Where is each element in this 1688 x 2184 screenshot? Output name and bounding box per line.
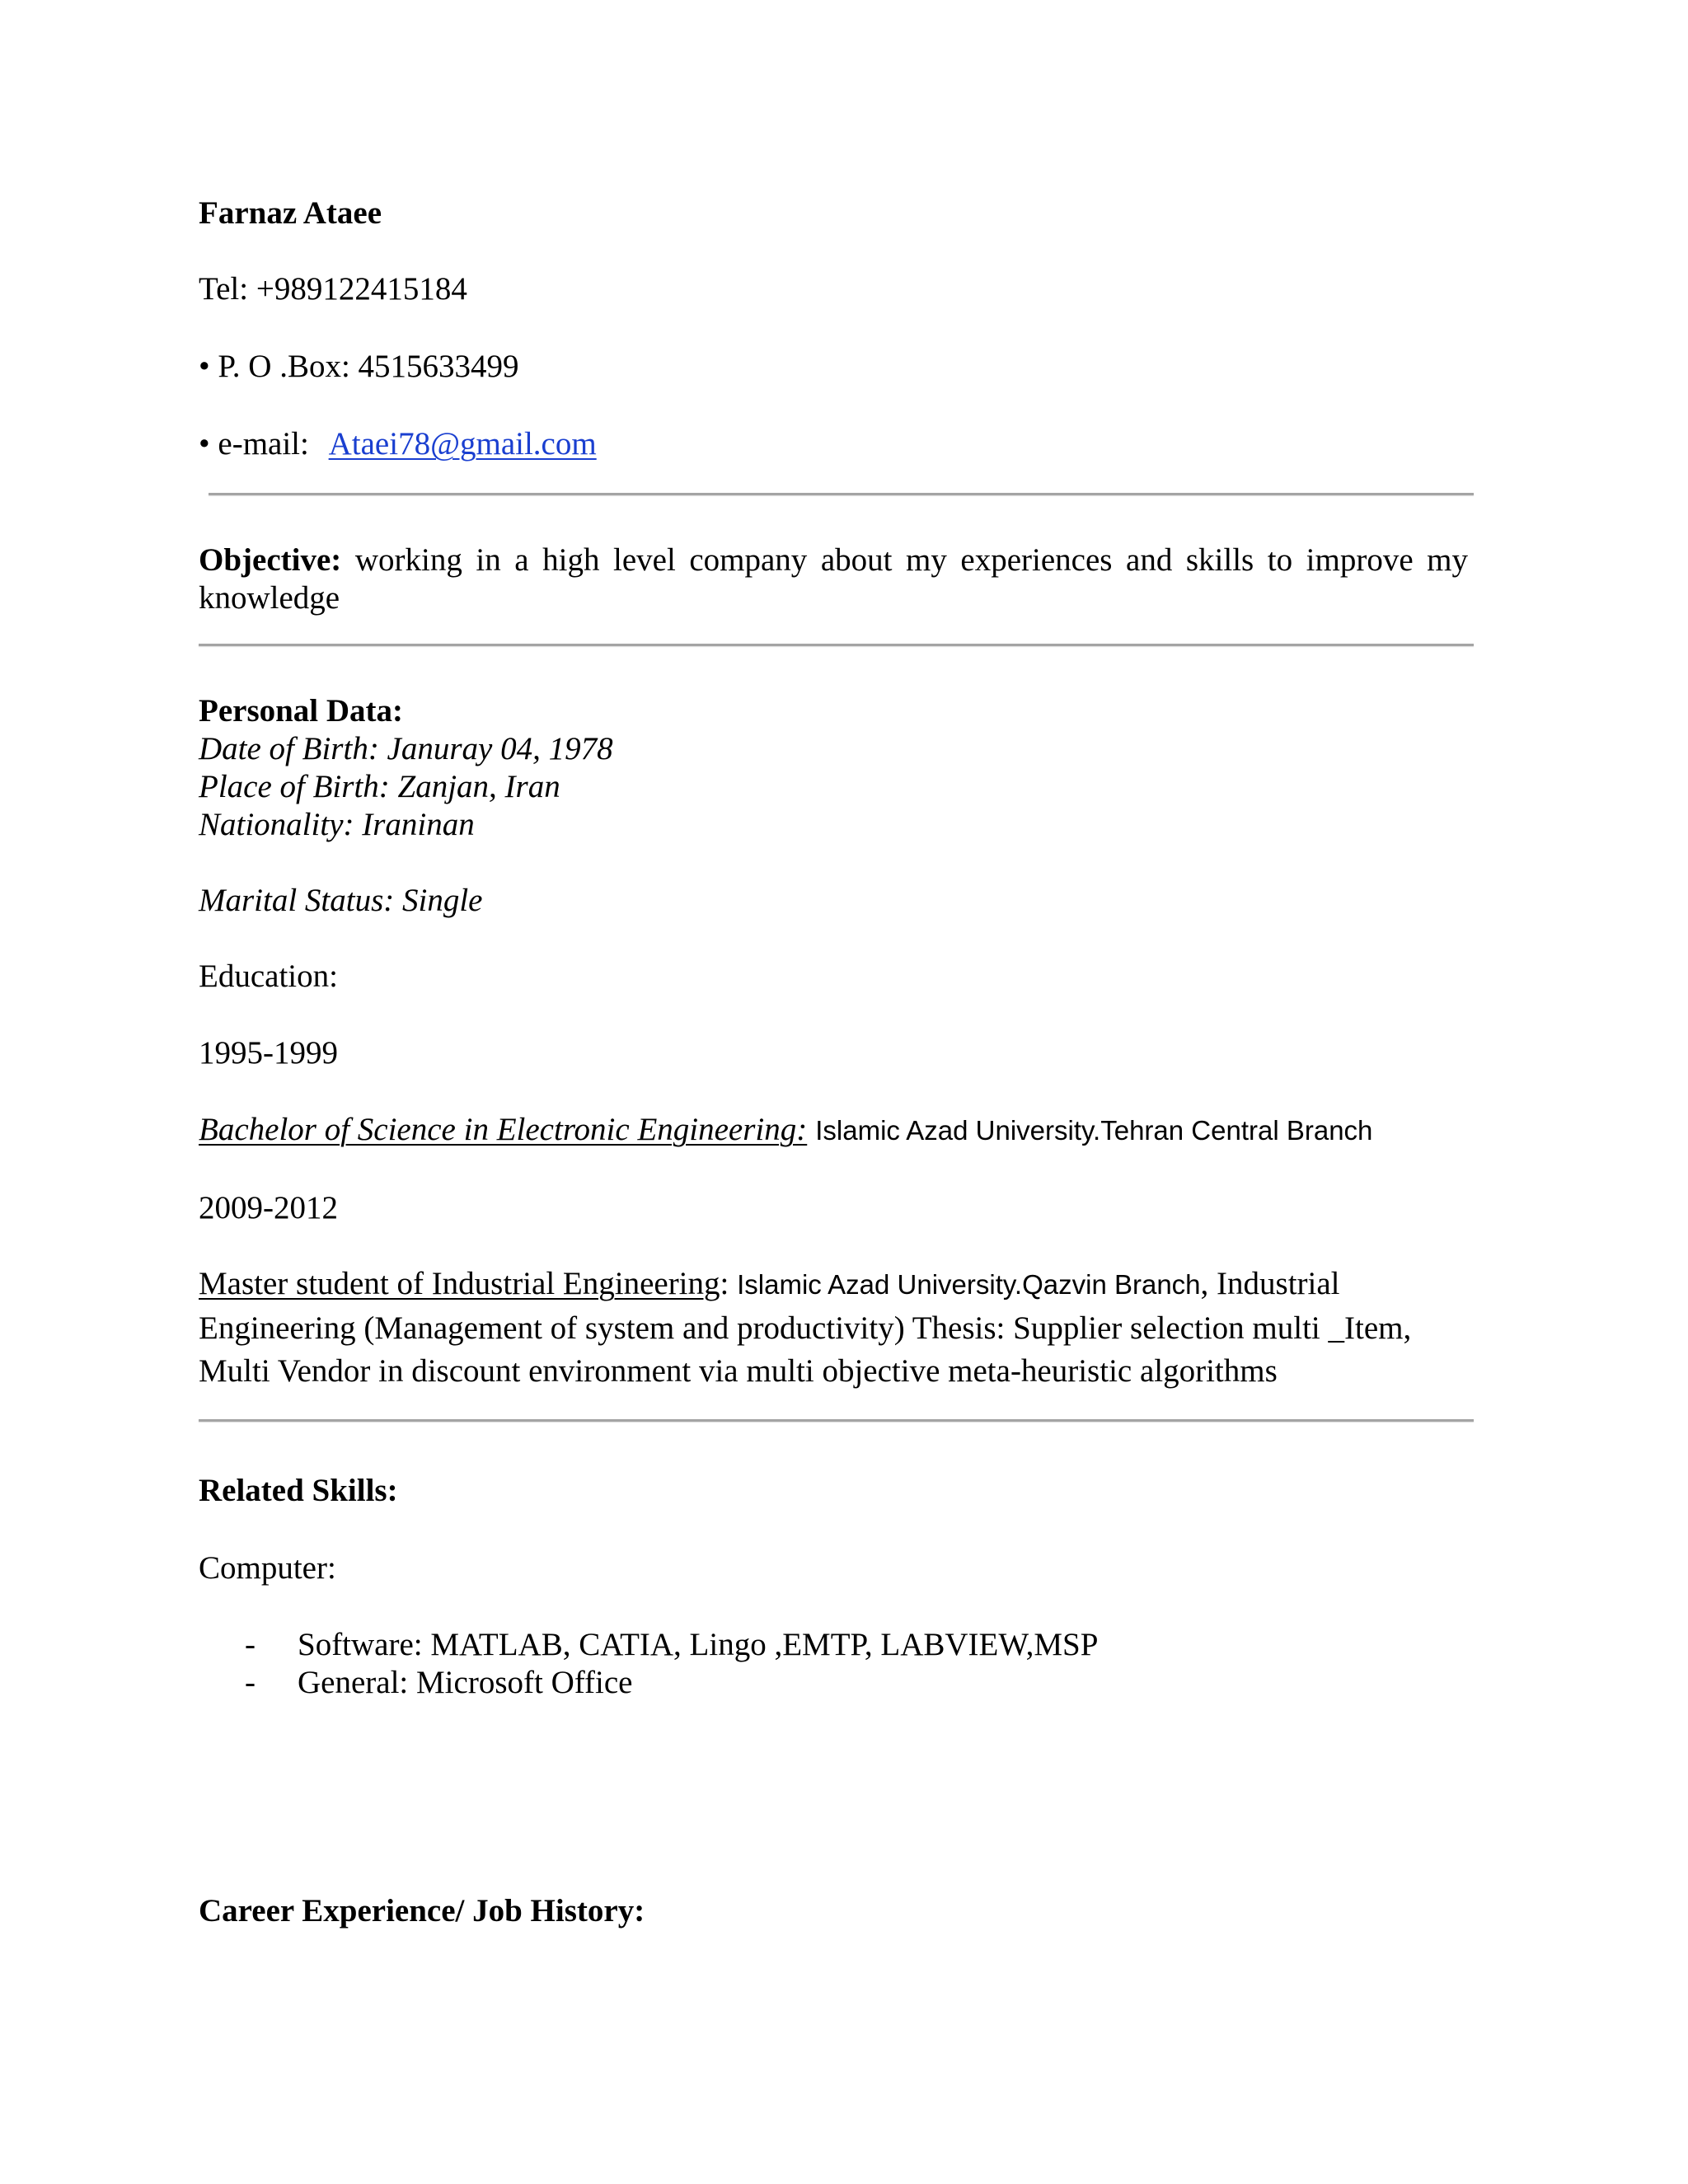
- date-of-birth: Date of Birth: Januray 04, 1978: [199, 731, 613, 766]
- pobox-value: 4515633499: [358, 349, 519, 384]
- degree-title: Master student of Industrial Engineering: [199, 1266, 720, 1301]
- pobox-line: [199, 348, 519, 386]
- objective-label: Objective:: [199, 542, 342, 578]
- related-skills-heading: Related Skills:: [199, 1473, 398, 1508]
- degree-details: Multi Vendor in discount environment via multi objective meta-heuristic algorithms: [199, 1353, 1278, 1389]
- bullet-icon: •: [199, 426, 210, 462]
- degree-title: Bachelor of Science in Electronic Engineering:: [199, 1112, 808, 1147]
- education-years: 2009-2012: [199, 1190, 338, 1226]
- objective-text: working in a high level company about my experiences and skills to improve my knowledge: [199, 542, 1469, 616]
- education-heading: Education:: [199, 958, 338, 994]
- nationality: Nationality: Iraninan: [199, 807, 475, 842]
- marital-status: Marital Status: Single: [199, 883, 483, 918]
- school-name: Islamic Azad University.Qazvin Branch: [737, 1269, 1201, 1300]
- place-of-birth: Place of Birth: Zanjan, Iran: [199, 769, 560, 804]
- degree-details: , Industrial: [1200, 1266, 1340, 1301]
- divider: [209, 493, 1474, 495]
- divider: [199, 644, 1474, 646]
- divider: [199, 1419, 1474, 1422]
- objective-paragraph: [199, 541, 1468, 617]
- email-link[interactable]: Ataei78@gmail.com: [328, 426, 597, 462]
- degree-details: Engineering (Management of system and productivity) Thesis: Supplier selection multi _Item,: [199, 1310, 1412, 1346]
- computer-label: Computer:: [199, 1550, 336, 1586]
- phone-line: [199, 270, 467, 308]
- education-years: 1995-1999: [199, 1035, 338, 1071]
- skill-text: Software: MATLAB, CATIA, Lingo ,EMTP, LABVIEW,MSP: [298, 1627, 1099, 1662]
- degree-colon: :: [720, 1266, 729, 1301]
- pobox-label: P. O .Box:: [218, 349, 350, 384]
- dash-icon: -: [245, 1665, 256, 1700]
- education-entry: [199, 1111, 1372, 1150]
- email-line: [199, 425, 597, 463]
- bullet-icon: •: [199, 349, 210, 384]
- email-label: e-mail:: [218, 426, 309, 462]
- phone-label: Tel:: [199, 271, 249, 307]
- phone-value: +989122415184: [256, 271, 467, 307]
- education-entry: [199, 1265, 1340, 1304]
- career-heading: Career Experience/ Job History:: [199, 1893, 645, 1929]
- candidate-name: Farnaz Ataee: [199, 195, 382, 231]
- personal-data-heading: Personal Data:: [199, 693, 404, 729]
- skill-text: General: Microsoft Office: [298, 1665, 633, 1700]
- school-name: Islamic Azad University.Tehran Central Branch: [815, 1115, 1373, 1146]
- dash-icon: -: [245, 1627, 256, 1662]
